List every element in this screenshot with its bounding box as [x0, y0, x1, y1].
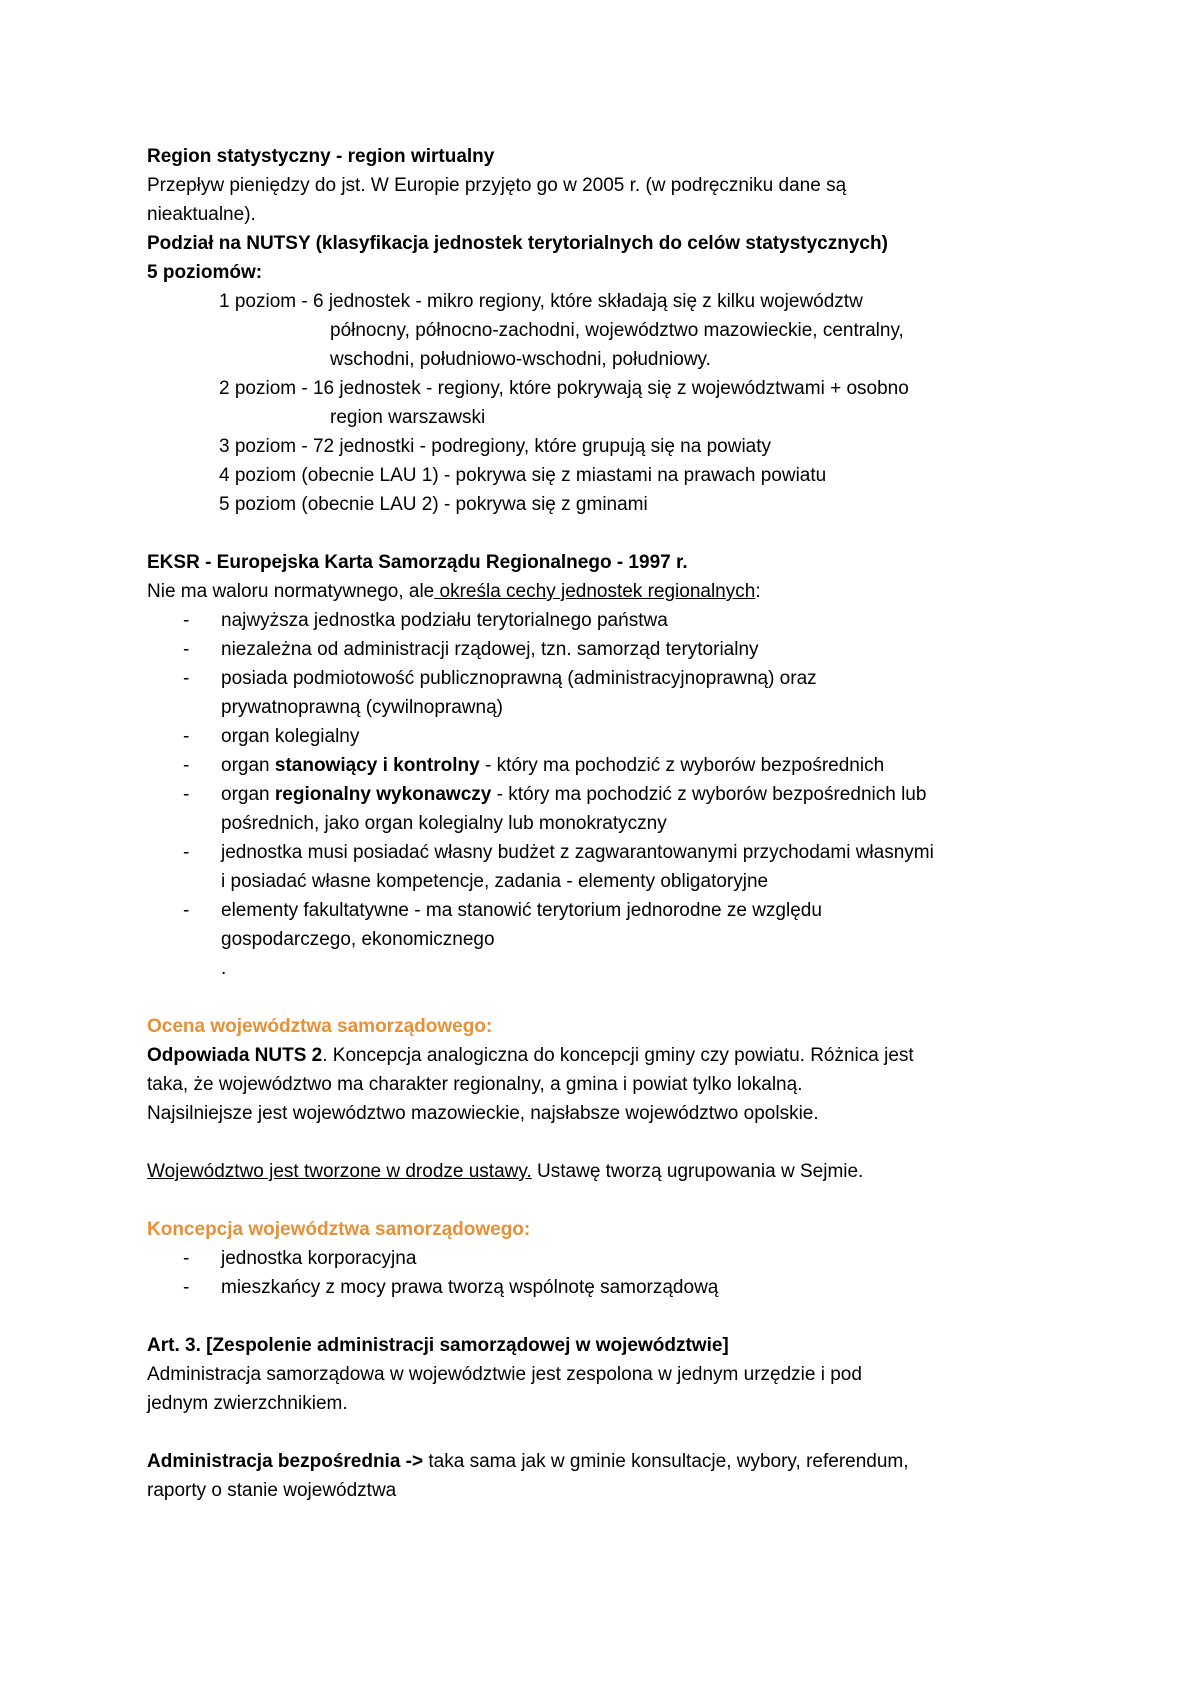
list-item-text: [221, 896, 1067, 983]
bullet-dash: -: [183, 755, 190, 776]
section-heading: 5 poziomów:: [147, 262, 263, 283]
spacer: [147, 519, 1067, 548]
list-item: [147, 896, 1067, 983]
list-item-text: [221, 838, 1067, 896]
list-item-text: niezależna od administracji rządowej, tzn. samorząd terytorialny: [221, 639, 759, 660]
bullet-dash: -: [183, 1277, 190, 1298]
text-span: organ: [221, 784, 275, 805]
bullet-dash: -: [183, 784, 190, 805]
text-line: prywatnoprawną (cywilnoprawną): [221, 697, 503, 718]
text-line: elementy fakultatywne - ma stanowić terytorium jednorodne ze względu: [221, 900, 822, 921]
paragraph-line: nieaktualne).: [147, 204, 256, 225]
list-item: [147, 838, 1067, 896]
bullet-dash: -: [183, 726, 190, 747]
section-heading-accent: Koncepcja województwa samorządowego:: [147, 1219, 531, 1240]
list-item: [147, 722, 1067, 751]
level-item: 4 poziom (obecnie LAU 1) - pokrywa się z miastami na prawach powiatu: [219, 465, 827, 486]
paragraph-line: Administracja samorządowa w województwie jest zespolona w jednym urzędzie i pod: [147, 1364, 862, 1385]
text-span: :: [755, 581, 761, 602]
list-item-text: [221, 664, 1067, 722]
paragraph-line: raporty o stanie województwa: [147, 1480, 397, 1501]
list-item: [147, 1273, 1067, 1302]
paragraph-line: [147, 1041, 1067, 1070]
spacer: [147, 1186, 1067, 1215]
text-line: posiada podmiotowość publicznoprawną (administracyjnoprawną) oraz: [221, 668, 817, 689]
text-line: gospodarczego, ekonomicznego: [221, 929, 495, 950]
section-heading: Podział na NUTSY (klasyfikacja jednostek terytorialnych do celów statystycznych): [147, 233, 888, 254]
list-item-text: [221, 751, 1067, 780]
section-heading: EKSR - Europejska Karta Samorządu Regionalnego - 1997 r.: [147, 552, 688, 573]
list-item: [147, 606, 1067, 635]
list-item-text: mieszkańcy z mocy prawa tworzą wspólnotę samorządową: [221, 1277, 719, 1298]
paragraph-line: [147, 1447, 1067, 1476]
paragraph-line: [147, 577, 1067, 606]
text-span: taka sama jak w gminie konsultacje, wybory, referendum,: [423, 1451, 909, 1472]
bullet-dash: -: [183, 639, 190, 660]
level-item-continuation: wschodni, południowo-wschodni, południowy.: [330, 349, 711, 370]
list-item-text: najwyższa jednostka podziału terytorialnego państwa: [221, 610, 668, 631]
bold-text: regionalny wykonawczy: [274, 784, 492, 805]
bold-text: Administracja bezpośrednia ->: [147, 1451, 424, 1472]
level-item-continuation: północny, północno-zachodni, województwo mazowieckie, centralny,: [330, 320, 904, 341]
text-span: - który ma pochodzić z wyborów bezpośrednich: [479, 755, 885, 776]
paragraph-line: taka, że województwo ma charakter regionalny, a gmina i powiat tylko lokalną.: [147, 1074, 803, 1095]
text-span: - który ma pochodzić z wyborów bezpośrednich lub: [491, 784, 927, 805]
section-heading-accent: Ocena województwa samorządowego:: [147, 1016, 493, 1037]
text-span: organ: [221, 755, 275, 776]
text-line: i posiadać własne kompetencje, zadania - elementy obligatoryjne: [221, 871, 769, 892]
document-page: [147, 142, 1067, 1505]
paragraph-line: [147, 1157, 1067, 1186]
paragraph-line: Przepływ pieniędzy do jst. W Europie przyjęto go w 2005 r. (w podręczniku dane są: [147, 175, 847, 196]
stray-dot: .: [221, 958, 227, 979]
spacer: [147, 1302, 1067, 1331]
bullet-dash: -: [183, 900, 190, 921]
bullet-dash: -: [183, 842, 190, 863]
list-item-text: jednostka korporacyjna: [221, 1248, 417, 1269]
list-item: [147, 664, 1067, 722]
list-item: [147, 780, 1067, 838]
text-line: pośrednich, jako organ kolegialny lub monokratyczny: [221, 813, 667, 834]
list-item: [147, 751, 1067, 780]
list-item-text: organ kolegialny: [221, 726, 360, 747]
paragraph-line: jednym zwierzchnikiem.: [147, 1393, 348, 1414]
text-span: Nie ma waloru normatywnego, ale: [147, 581, 435, 602]
text-span: Ustawę tworzą ugrupowania w Sejmie.: [531, 1161, 864, 1182]
level-item: 2 poziom - 16 jednostek - regiony, które pokrywają się z województwami + osobno: [219, 378, 909, 399]
spacer: [147, 1128, 1067, 1157]
level-item: 1 poziom - 6 jednostek - mikro regiony, które składają się z kilku województw: [219, 291, 863, 312]
spacer: [147, 1418, 1067, 1447]
list-item: [147, 635, 1067, 664]
bullet-dash: -: [183, 1248, 190, 1269]
underlined-text: określa cechy jednostek regionalnych: [434, 581, 756, 602]
underlined-text: Województwo jest tworzone w drodze ustawy.: [147, 1161, 532, 1182]
section-heading: Art. 3. [Zespolenie administracji samorządowej w województwie]: [147, 1335, 729, 1356]
bullet-dash: -: [183, 668, 190, 689]
level-item: 5 poziom (obecnie LAU 2) - pokrywa się z gminami: [219, 494, 648, 515]
list-item: [147, 1244, 1067, 1273]
paragraph-line: Najsilniejsze jest województwo mazowieckie, najsłabsze województwo opolskie.: [147, 1103, 819, 1124]
bold-text: Odpowiada NUTS 2: [147, 1045, 323, 1066]
list-item-text: [221, 780, 1067, 838]
section-heading: Region statystyczny - region wirtualny: [147, 146, 495, 167]
bold-text: stanowiący i kontrolny: [274, 755, 480, 776]
bullet-dash: -: [183, 610, 190, 631]
text-span: . Koncepcja analogiczna do koncepcji gminy czy powiatu. Różnica jest: [322, 1045, 914, 1066]
text-line: jednostka musi posiadać własny budżet z zagwarantowanymi przychodami własnymi: [221, 842, 934, 863]
level-item-continuation: region warszawski: [330, 407, 486, 428]
level-item: 3 poziom - 72 jednostki - podregiony, które grupują się na powiaty: [219, 436, 772, 457]
spacer: [147, 983, 1067, 1012]
